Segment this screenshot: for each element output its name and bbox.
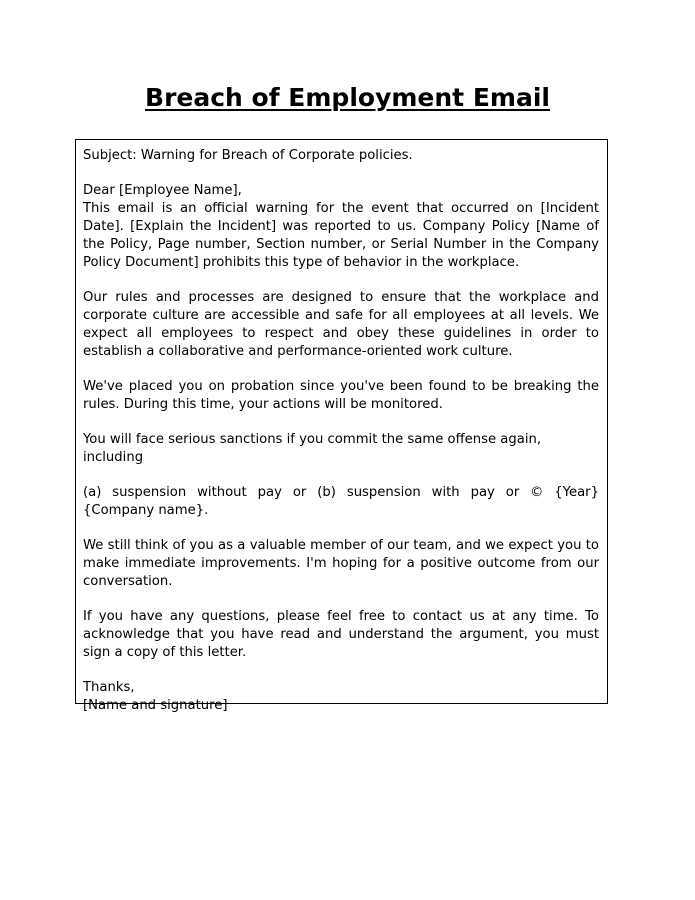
- email-subject: Subject: Warning for Breach of Corporate policies.: [83, 148, 413, 163]
- paragraph-contact: If you have any questions, please feel free to contact us at any time. To acknowledge that you have read and understand the argument, you must sign a copy of this letter.: [83, 609, 599, 660]
- paragraph-improvement: We still think of you as a valuable member of our team, and we expect you to make immediate improvements. I'm hoping for a positive outcome from our conversation.: [83, 538, 599, 589]
- paragraph-incident: This email is an official warning for the event that occurred on [Incident Date]. [Explain the Incident] was reported to us. Company Policy [Name of the Policy, Page number, Section number, or Serial Number in the Company Policy Document] prohibits this type of behavior in the workplace.: [83, 201, 599, 270]
- paragraph-sanctions: You will face serious sanctions if you commit the same offense again, including: [83, 432, 542, 465]
- paragraph-suspension: (a) suspension without pay or (b) suspension with pay or © {Year} {Company name}.: [83, 485, 599, 518]
- paragraph-rules: Our rules and processes are designed to ensure that the workplace and corporate culture are accessible and safe for all employees at all levels. We expect all employees to respect and obey these guidelines in order to establish a collaborative and performance-oriented work culture.: [83, 290, 599, 359]
- email-closing: Thanks,: [83, 680, 135, 695]
- paragraph-probation: We've placed you on probation since you've been found to be breaking the rules. During this time, your actions will be monitored.: [83, 379, 599, 412]
- email-salutation: Dear [Employee Name],: [83, 183, 242, 198]
- page-title: Breach of Employment Email: [145, 83, 550, 112]
- letter-box: [75, 139, 608, 713]
- email-signature: [Name and signature]: [83, 698, 228, 713]
